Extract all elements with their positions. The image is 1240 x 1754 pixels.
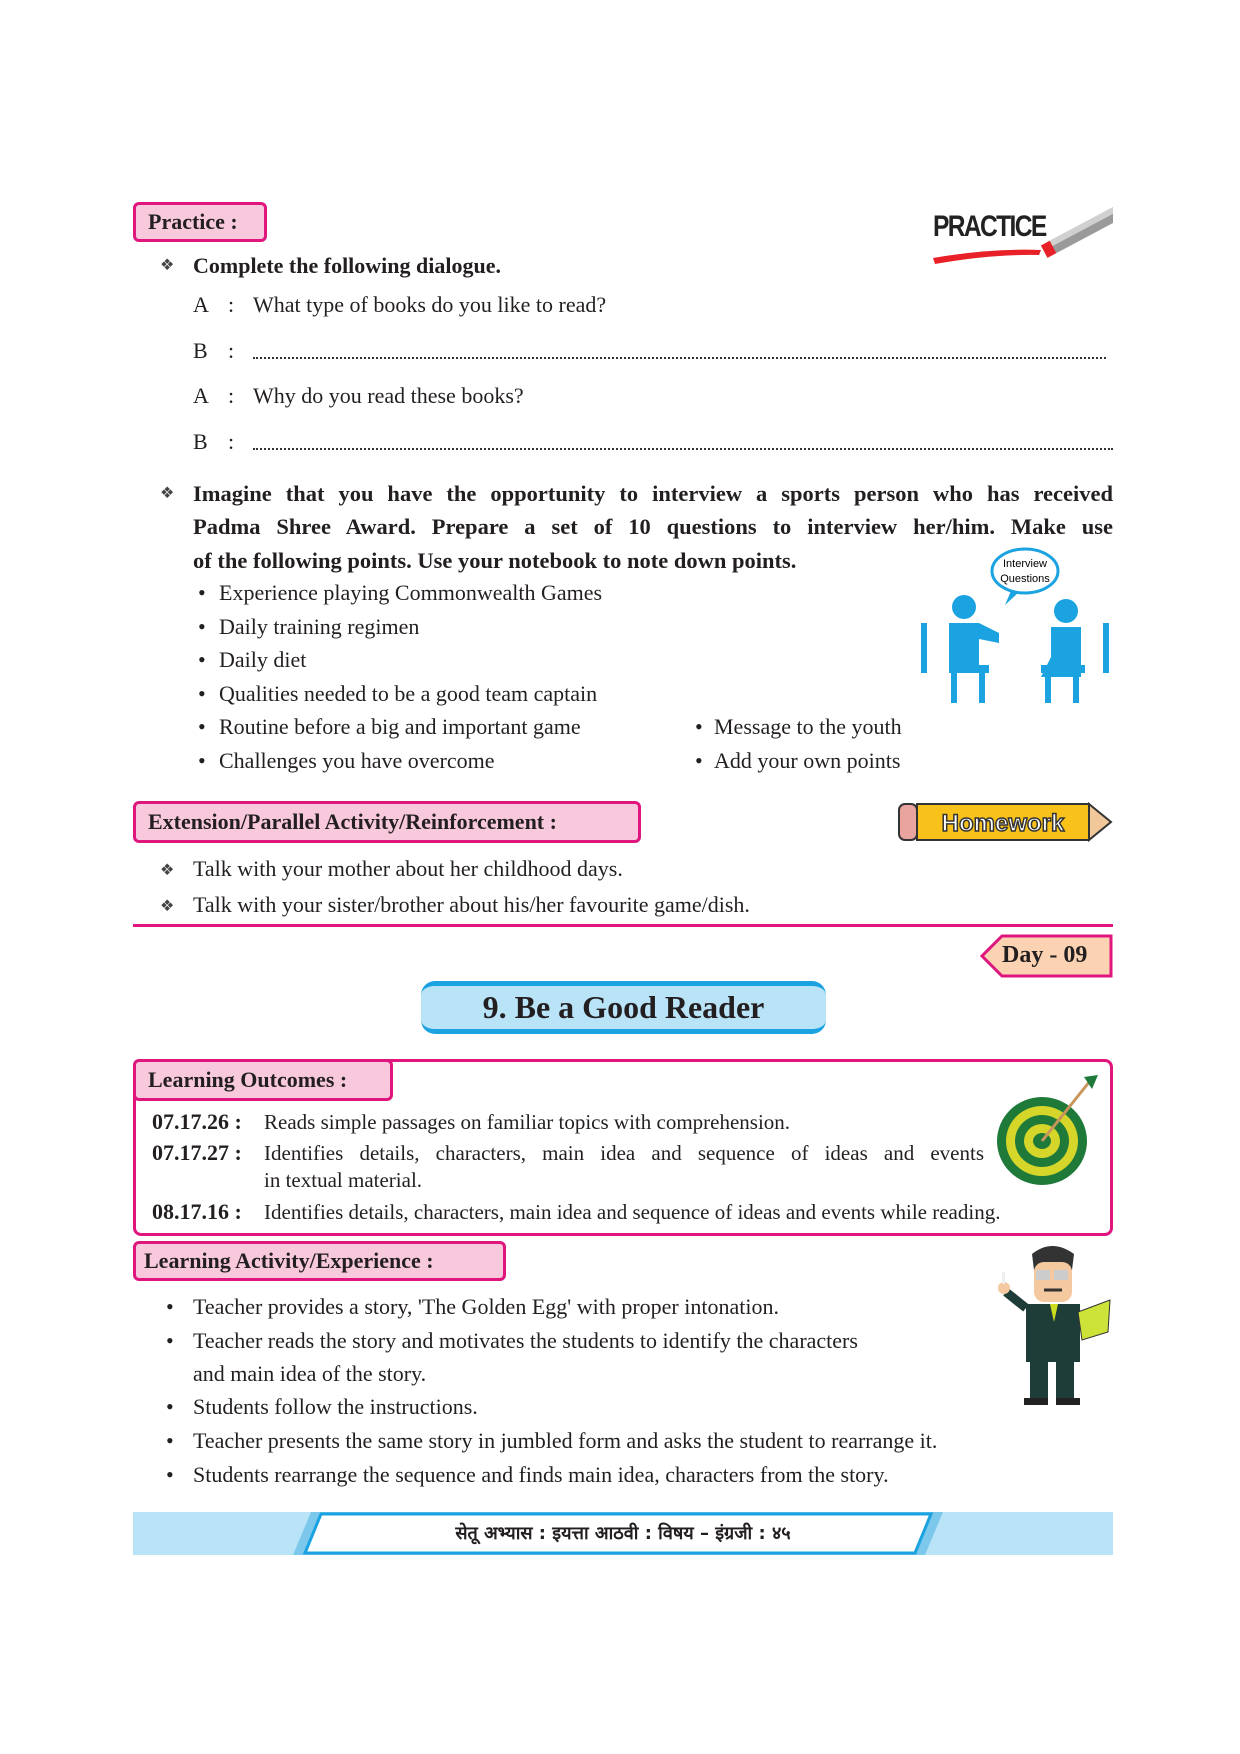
learning-outcomes-header-label: Learning Outcomes :	[148, 1067, 348, 1092]
list-item: Experience playing Commonwealth Games	[219, 580, 603, 605]
answer-blank-2[interactable]	[253, 448, 1113, 450]
list-item: Message to the youth	[714, 714, 902, 739]
list-item: Add your own points	[714, 748, 901, 773]
dialogue-line: Why do you read these books?	[253, 383, 524, 408]
outcome-text: Reads simple passages on familiar topics with comprehension.	[264, 1110, 791, 1134]
practice-logo-text: PRACTICE	[933, 210, 1046, 243]
task-interview-line: Padma Shree Award. Prepare a set of 10 questions to interview her/him. Make use	[193, 514, 1113, 539]
practice-logo	[931, 202, 1113, 264]
practice-header-label: Practice :	[148, 209, 238, 234]
homework-badge-text: Homework	[941, 810, 1065, 837]
outcome-code: 07.17.26 :	[152, 1109, 242, 1134]
speaker-b: B	[193, 429, 208, 454]
extension-header	[133, 801, 641, 843]
footer-text: सेतू अभ्यास : इयत्ता आठवी : विषय – इंग्रजी : ४५	[455, 1523, 791, 1544]
section-divider	[133, 924, 1113, 927]
answer-blank-1[interactable]	[253, 357, 1106, 359]
footer-bar	[133, 1512, 1113, 1555]
list-item: Daily training regimen	[219, 614, 420, 639]
colon: :	[228, 292, 235, 317]
colon: :	[228, 338, 235, 363]
chapter-title-text: 9. Be a Good Reader	[482, 989, 765, 1025]
list-item: Challenges you have overcome	[219, 748, 495, 773]
list-item: Teacher reads the story and motivates the students to identify the characters	[193, 1328, 858, 1353]
task-complete-dialogue: Complete the following dialogue.	[193, 253, 501, 278]
speaker-a: A	[193, 292, 209, 317]
practice-header	[133, 202, 267, 242]
list-item: Routine before a big and important game	[219, 714, 581, 739]
bubble-text: Interview	[1002, 558, 1048, 570]
target-icon	[992, 1073, 1105, 1186]
extension-header-label: Extension/Parallel Activity/Reinforcement :	[148, 809, 557, 834]
diamond-bullet-icon: ❖	[160, 898, 175, 915]
speaker-a: A	[193, 383, 209, 408]
learning-activity-header	[133, 1241, 506, 1281]
outcome-text: in textual material.	[264, 1168, 423, 1192]
list-item: Students rearrange the sequence and finds main idea, characters from the story.	[193, 1462, 889, 1487]
list-item: Daily diet	[219, 647, 307, 672]
colon: :	[228, 383, 235, 408]
extension-item: Talk with your sister/brother about his/her favourite game/dish.	[193, 892, 750, 917]
interview-illustration-icon	[919, 547, 1113, 707]
list-item: Teacher provides a story, 'The Golden Egg' with proper intonation.	[193, 1294, 779, 1319]
day-tag	[980, 934, 1113, 978]
task-interview-line: Imagine that you have the opportunity to interview a sports person who has received	[193, 481, 1113, 506]
speaker-b: B	[193, 338, 208, 363]
outcome-code: 07.17.27 :	[152, 1140, 242, 1165]
colon: :	[228, 429, 235, 454]
task-interview-line: of the following points. Use your notebook to note down points.	[193, 548, 797, 573]
dialogue-line: What type of books do you like to read?	[253, 292, 607, 317]
outcome-text: Identifies details, characters, main idea and sequence of ideas and events	[264, 1141, 984, 1165]
chapter-title	[421, 981, 826, 1034]
list-item: Qualities needed to be a good team captain	[219, 681, 598, 706]
outcome-code: 08.17.16 :	[152, 1199, 242, 1224]
homework-pencil-icon	[897, 801, 1113, 843]
outcome-text: Identifies details, characters, main idea and sequence of ideas and events while reading.	[264, 1200, 1001, 1224]
diamond-bullet-icon: ❖	[160, 485, 175, 502]
list-item: Teacher presents the same story in jumbled form and asks the student to rearrange it.	[193, 1428, 938, 1453]
bubble-text: Questions	[1000, 573, 1050, 585]
teacher-illustration-icon	[992, 1242, 1113, 1407]
learning-activity-header-label: Learning Activity/Experience :	[144, 1248, 434, 1273]
diamond-bullet-icon: ❖	[160, 862, 175, 879]
learning-outcomes-header	[133, 1059, 393, 1101]
list-item: Students follow the instructions.	[193, 1394, 478, 1419]
diamond-bullet-icon: ❖	[160, 257, 175, 274]
list-item-continuation: and main idea of the story.	[193, 1361, 427, 1386]
extension-item: Talk with your mother about her childhood days.	[193, 856, 623, 881]
day-tag-label: Day - 09	[1002, 942, 1088, 968]
